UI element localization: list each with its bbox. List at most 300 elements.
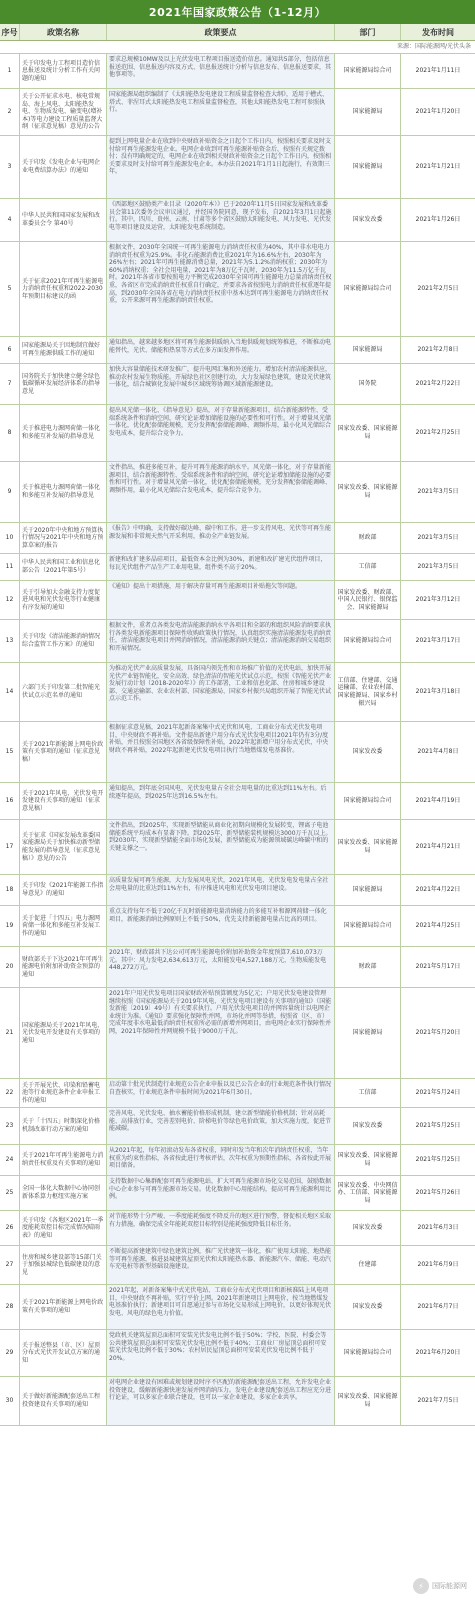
row-index-text: 10 bbox=[5, 534, 14, 542]
row-policy-body-text: 提出风光储一体化、《指导意见》提出，对于存量新能源项目，结合新能源特性、受端系统条件和消纳空间，研究论证增加储能设施的必要性和可行性。对于增量风光储一体化，优化配套储能规模，充分发挥配套储能调峰、调频作用，最小化风光储综合发电成本，提升综合竞争力。 bbox=[109, 407, 332, 437]
row-date-text: 2021年1月20日 bbox=[415, 108, 461, 116]
row-date-text: 2021年4月19日 bbox=[415, 797, 461, 805]
row-date-text: 2021年5月20日 bbox=[415, 1029, 461, 1037]
row-policy-name-text: 关于做好新能源配套送出工程投资建设有关事项的通知 bbox=[22, 1393, 101, 1408]
row-department-text: 国家能源局 bbox=[352, 886, 383, 894]
row-policy-name-text: 关于征求2021年可再生能源电力消纳责任权重和2022-2030年预期目标建议的函 bbox=[22, 277, 104, 300]
row-policy-name-text: 关于引导加大金融支持力度促进风电和光伏发电等行业健康有序发展的通知 bbox=[22, 588, 101, 611]
row-index bbox=[0, 405, 20, 461]
row-policy-name bbox=[20, 554, 107, 580]
row-index bbox=[0, 554, 20, 580]
row-index bbox=[0, 1246, 20, 1284]
table-row bbox=[0, 947, 475, 988]
row-policy-name bbox=[20, 906, 107, 946]
row-department-text: 国家能源局综合司 bbox=[343, 922, 392, 930]
row-policy-body-text: 通知指出，越来越多地区将可再生能源供暖纳入当地供暖规划统筹推进，不断推动电能替代，光伏、储能和热泵等方式在多方面发挥作用。 bbox=[109, 339, 332, 354]
row-date-text: 2021年5月24日 bbox=[415, 1089, 461, 1097]
row-policy-name bbox=[20, 462, 107, 522]
row-index-text: 9 bbox=[7, 488, 12, 496]
table-row bbox=[0, 1246, 475, 1285]
row-date-text: 2021年3月18日 bbox=[415, 688, 461, 696]
row-date-text: 2021年6月7日 bbox=[417, 1303, 459, 1311]
row-policy-body bbox=[107, 462, 335, 522]
row-index bbox=[0, 988, 20, 1078]
row-policy-body-text: 重点支持每年不低于20亿千瓦时新能源电量消纳能力的多能互补和源网荷储一体化项目，新能源消纳比例原则上不低于50%，优先支持新能源电量占比高的项目。 bbox=[109, 908, 327, 923]
row-department bbox=[335, 405, 401, 461]
row-date bbox=[401, 242, 475, 336]
row-policy-body-text: 对节能形势十分严峻、一季度能耗强度不降反升的地区进行预警，督促相关地区采取有力措施，确保完成全年能耗双控目标特别是能耗强度降低目标任务。 bbox=[109, 1213, 332, 1228]
row-policy-name-text: 关于印发《清洁能源消纳情况综合监管工作方案》的通知 bbox=[22, 633, 101, 648]
row-index bbox=[0, 54, 20, 88]
row-policy-name-text: 关于印发《2021年能源工作指导意见》的通知 bbox=[22, 882, 104, 897]
row-policy-body bbox=[107, 1246, 335, 1284]
row-policy-body-text: 2021年，财政部共下达公司可再生能源电价附加补助资金年度预算7,610,073万元。其中：风力发电2,634,613万元，太阳能发电4,527,188万元，生物质能发电448,272万元。 bbox=[109, 949, 327, 972]
row-index-text: 29 bbox=[5, 1349, 14, 1357]
row-index bbox=[0, 462, 20, 522]
row-index-text: 20 bbox=[5, 963, 14, 971]
row-policy-body bbox=[107, 663, 335, 721]
row-policy-name-text: 关于推进电力源网荷储一体化和多能互补发展的指导意见 bbox=[22, 425, 101, 440]
row-policy-name-text: 财政部关于下达2021年可再生能源电价附加补助资金预算的通知 bbox=[22, 955, 104, 978]
row-index bbox=[0, 820, 20, 874]
row-department-text: 国家发改委、中央网信办、工信部、国家能源局 bbox=[337, 1181, 398, 1204]
row-date-text: 2021年3月17日 bbox=[415, 637, 461, 645]
row-department-text: 财政部 bbox=[358, 963, 377, 971]
row-department bbox=[335, 364, 401, 404]
row-department-text: 国家发改委、国家能源局 bbox=[337, 1393, 398, 1408]
row-date bbox=[401, 1330, 475, 1376]
row-department bbox=[335, 1176, 401, 1210]
row-policy-body-text: 文件指出，推进多能互补，提升可再生能源消纳水平。风光储一体化，对于存量新能源项目，结合新能源特性、受端系统条件和消纳空间，研究论证增加储能设施的必要性和可行性。对于增量风光储一体化，优化配套储能规模，充分发挥配套储能调峰、调频作用，最小化风光储综合发电成本，提升综合竞争力。 bbox=[109, 464, 332, 494]
row-policy-body bbox=[107, 89, 335, 135]
row-index bbox=[0, 783, 20, 819]
row-department bbox=[335, 1285, 401, 1329]
row-policy-name-text: 关于推进电力源网荷储一体化和多能互补发展的指导意见 bbox=[22, 484, 101, 499]
row-policy-name bbox=[20, 1108, 107, 1144]
row-policy-body-text: 提到上网电量企业在收到中央财政补贴资金之日起个工作日内，按照相关要求及时支付给可再生能源发电企业。电网企业收到可再生能源补贴资金后，按照有关规定拨付；没有明确规定的，电网企业在收到相关财政补贴资金之日起个工作日内，按照相关要求及时支付给可再生能源发电企业。本办法自2021年1月1日起施行，有效期三年。 bbox=[109, 138, 332, 176]
row-index bbox=[0, 1145, 20, 1175]
row-policy-body bbox=[107, 722, 335, 782]
row-policy-body-text: 《通知》提出十项措施，用于解决存量可再生能源项目补贴拖欠等问题。 bbox=[109, 583, 302, 590]
row-index bbox=[0, 947, 20, 987]
logo-icon: ⚡ bbox=[413, 1578, 429, 1594]
row-policy-body bbox=[107, 1145, 335, 1175]
row-index-text: 15 bbox=[5, 748, 14, 756]
table-row bbox=[0, 1377, 475, 1426]
row-index-text: 13 bbox=[5, 637, 14, 645]
row-date bbox=[401, 875, 475, 905]
row-index-text: 2 bbox=[7, 108, 12, 116]
table-row bbox=[0, 1285, 475, 1330]
row-policy-name bbox=[20, 783, 107, 819]
row-date-text: 2021年3月12日 bbox=[415, 596, 461, 604]
table-row bbox=[0, 136, 475, 199]
row-department-text: 国家发改委、国家能源局 bbox=[337, 425, 398, 440]
row-department bbox=[335, 1330, 401, 1376]
table-row bbox=[0, 581, 475, 620]
row-policy-name-text: 关于促进「十四五」电力源网荷储一体化和多能互补发展工作的通知 bbox=[22, 914, 101, 937]
row-date-text: 2021年1月11日 bbox=[415, 67, 461, 75]
row-index bbox=[0, 364, 20, 404]
row-policy-name bbox=[20, 337, 107, 363]
table-row bbox=[0, 1145, 475, 1176]
row-department-text: 国家发改委 bbox=[352, 1224, 383, 1232]
table-title: 2021年国家政策公告（1-12月） bbox=[0, 0, 475, 24]
row-index-text: 5 bbox=[7, 285, 12, 293]
row-department-text: 国家能源局综合司 bbox=[343, 797, 392, 805]
row-department bbox=[335, 89, 401, 135]
row-index-text: 1 bbox=[7, 67, 12, 75]
row-index-text: 25 bbox=[5, 1189, 14, 1197]
row-index-text: 17 bbox=[5, 843, 14, 851]
row-index-text: 16 bbox=[5, 797, 14, 805]
row-policy-name-text: 关于2021年可再生能源电力消纳责任权重及有关事项的通知 bbox=[22, 1152, 104, 1167]
row-policy-name bbox=[20, 364, 107, 404]
row-policy-name bbox=[20, 947, 107, 987]
row-policy-body bbox=[107, 337, 335, 363]
row-policy-body-text: 通知提出，到年底全国风电、光伏发电量占全社会用电量的比重达到11%左右。后续逐年提高，到2025年达到16.5%左右。 bbox=[109, 785, 327, 800]
row-department-text: 国家发改委 bbox=[352, 748, 383, 756]
row-policy-name-text: 关于征求《国家发展改革委国家能源局关于加快推动新型储能发展的指导意见（征求意见稿）》意见的公告 bbox=[22, 831, 101, 862]
row-department-text: 工信部 bbox=[358, 563, 377, 571]
row-policy-body bbox=[107, 1176, 335, 1210]
row-index bbox=[0, 1330, 20, 1376]
row-department-text: 国家能源局 bbox=[352, 163, 383, 171]
row-date bbox=[401, 620, 475, 662]
row-policy-name-text: 关于开展光伏、印染和铅蓄电池等行业规范条件企业申报工作的通知 bbox=[22, 1081, 101, 1104]
row-date bbox=[401, 337, 475, 363]
row-date bbox=[401, 364, 475, 404]
row-policy-name-text: 关于印发《各地区2021年一季度能耗双控目标完成情况晴雨表》的通知 bbox=[22, 1216, 104, 1239]
row-date-text: 2021年4月25日 bbox=[415, 922, 461, 930]
row-policy-body bbox=[107, 364, 335, 404]
row-policy-body-text: 2021年户用光伏发电项目国家财政补贴预算额度为5亿元；户用光伏发电建设管理继续按照《国家能源局关于2019年风电、光伏发电项目建设有关事项的通知》（国能发新能〔2019〕49号）有关要求执行。户用光伏发电项目的并网容量统计以电网企业统计为准。《通知》要求强化保障性并网，市场化并网等举措，按照省（区、市）完成年度非水电最低消纳责任权重所必需的新增并网项目，由电网企业实行保障性并网，2021年保障性并网规模不低于9000万千瓦。 bbox=[109, 990, 332, 1035]
row-policy-body bbox=[107, 620, 335, 662]
row-department bbox=[335, 620, 401, 662]
table-body bbox=[0, 54, 475, 1426]
row-policy-name-text: 中华人民共和国工业和信息化部公告（2021年第5号） bbox=[22, 559, 101, 574]
row-department-text: 国务院 bbox=[358, 380, 377, 388]
row-index-text: 19 bbox=[5, 922, 14, 930]
row-date bbox=[401, 988, 475, 1078]
row-date-text: 2021年1月21日 bbox=[415, 163, 461, 171]
row-index bbox=[0, 242, 20, 336]
table-row bbox=[0, 906, 475, 947]
row-date bbox=[401, 947, 475, 987]
row-date bbox=[401, 523, 475, 553]
row-policy-body bbox=[107, 405, 335, 461]
row-department bbox=[335, 1145, 401, 1175]
row-index-text: 14 bbox=[5, 688, 14, 696]
row-date bbox=[401, 89, 475, 135]
row-policy-name bbox=[20, 663, 107, 721]
row-department bbox=[335, 820, 401, 874]
row-department bbox=[335, 581, 401, 619]
row-index-text: 6 bbox=[7, 346, 12, 354]
row-policy-name-text: 关于印发《发电企业与电网企业电费结算办法》的通知 bbox=[22, 159, 101, 174]
row-index-text: 22 bbox=[5, 1089, 14, 1097]
row-policy-body bbox=[107, 242, 335, 336]
row-department-text: 国家发改委、国家能源局 bbox=[337, 839, 398, 854]
row-policy-name-text: 国家能源局关于2021年风电、光伏发电开发建设有关事项的通知 bbox=[22, 1021, 104, 1044]
row-policy-body-text: 党政机关建筑屋顶总面积可安装光伏发电比例不低于50%；学校、医院、村委会等公共建筑屋顶总面积可安装光伏发电比例不低于40%；工商业厂房屋顶总面积可安装光伏发电比例不低于30%；农村居民屋顶总面积可安装光伏发电比例不低于20%。 bbox=[109, 1332, 327, 1362]
row-policy-name bbox=[20, 89, 107, 135]
row-department-text: 国家发改委、财政部、中国人民银行、银保监会、国家能源局 bbox=[337, 588, 398, 611]
row-index-text: 18 bbox=[5, 886, 14, 894]
row-policy-body bbox=[107, 988, 335, 1078]
row-policy-name bbox=[20, 1285, 107, 1329]
table-row bbox=[0, 783, 475, 820]
row-index-text: 26 bbox=[5, 1224, 14, 1232]
row-date bbox=[401, 1246, 475, 1284]
row-department-text: 国家发改委 bbox=[352, 216, 383, 224]
row-policy-body bbox=[107, 54, 335, 88]
row-policy-name bbox=[20, 1211, 107, 1245]
row-date-text: 2021年4月21日 bbox=[415, 843, 461, 851]
row-index bbox=[0, 620, 20, 662]
row-policy-name bbox=[20, 581, 107, 619]
header-date: 发布时间 bbox=[422, 27, 454, 37]
row-date-text: 2021年5月26日 bbox=[415, 1189, 461, 1197]
row-date-text: 2021年5月25日 bbox=[415, 1156, 461, 1164]
row-index-text: 3 bbox=[7, 163, 12, 171]
row-date-text: 2021年2月25日 bbox=[415, 429, 461, 437]
row-department bbox=[335, 947, 401, 987]
row-policy-name bbox=[20, 405, 107, 461]
table-row bbox=[0, 405, 475, 462]
row-department-text: 工信部 bbox=[358, 1089, 377, 1097]
row-department bbox=[335, 1211, 401, 1245]
row-policy-body-text: 完善风电、光伏发电、抽水蓄能价格形成机制，建立新型储能价格机制；针对高耗能、高排放行业，完善差别电价、阶梯电价等绿色电价政策，加大实施力度，促进节能减碳。 bbox=[109, 1110, 332, 1133]
row-policy-name-text: 关于印发电力工程项目造价信息报送及统计分析工作有关问题的通知 bbox=[22, 59, 101, 82]
row-index bbox=[0, 523, 20, 553]
row-policy-body bbox=[107, 136, 335, 198]
table-row bbox=[0, 820, 475, 875]
row-department bbox=[335, 875, 401, 905]
row-policy-body-text: 支持数据中心集群配套可再生能源电站，扩大可再生能源市场化交易范围，鼓励数据中心企业参与可再生能源市场交易。优化数据中心用能结构，提高可再生能源利用比例。 bbox=[109, 1178, 332, 1201]
row-policy-body-text: 新建和改扩建多晶硅项目，最低资本金比例为30%，新建和改扩建光伏组件项目，每瓦光伏组件产品生产工业用电量，组件类不高于20%。 bbox=[109, 556, 327, 571]
row-policy-name bbox=[20, 1145, 107, 1175]
row-policy-body bbox=[107, 1211, 335, 1245]
table-row bbox=[0, 364, 475, 405]
table-row bbox=[0, 54, 475, 89]
row-index bbox=[0, 1377, 20, 1425]
row-department-text: 国家发改委 bbox=[352, 1303, 383, 1311]
row-policy-body bbox=[107, 1377, 335, 1425]
row-department bbox=[335, 54, 401, 88]
row-department-text: 住建部 bbox=[358, 1261, 377, 1269]
row-policy-body-text: 为推动光伏产业高质量发展，具备国内领先性和市场推广价值的光伏电站，加快开展光伏产业链智能化，安全高效、绿色清洁的智能光伏试点示范，按照《智能光伏产业发展行动计划（2018-2020年）》的工作部署，工业和信息化部、住房和城乡建设部、交通运输部、农业农村部、国家能源局、国家乡村振兴局组织开展了智能光伏试点示范工作。 bbox=[109, 665, 332, 703]
row-index bbox=[0, 906, 20, 946]
row-policy-name-text: 关于2021年新能源上网电价政策有关事项的通知（征求意见稿） bbox=[22, 740, 104, 763]
table-row bbox=[0, 462, 475, 523]
row-department bbox=[335, 988, 401, 1078]
row-date bbox=[401, 722, 475, 782]
row-department bbox=[335, 337, 401, 363]
row-date-text: 2021年4月22日 bbox=[415, 886, 461, 894]
row-index-text: 12 bbox=[5, 596, 14, 604]
table-row bbox=[0, 199, 475, 242]
row-policy-name-text: 关于「十四五」时期深化价格机制改革行动方案的通知 bbox=[22, 1118, 101, 1133]
row-date-text: 2021年1月26日 bbox=[415, 216, 461, 224]
row-index-text: 21 bbox=[5, 1029, 14, 1037]
row-date-text: 2021年6月9日 bbox=[417, 1261, 459, 1269]
row-policy-name bbox=[20, 1246, 107, 1284]
row-policy-body-text: 从2021年起，每年初滚动发布各省权重，同时印发当年和次年消纳责任权重，当年权重为约束性指标，各省按此进行考核评估，次年权重为预期性指标，各省按此开展项目储备。 bbox=[109, 1147, 332, 1170]
row-department bbox=[335, 523, 401, 553]
row-policy-name-text: 关于公开征求水电、核电常规岛、海上风电、太阳能热发电、生物质发电、输变电(增补本)等电力建设工程质量监督大纲（征求意见稿）意见的公告 bbox=[22, 93, 103, 131]
row-date-text: 2021年6月20日 bbox=[415, 1349, 461, 1357]
row-department-text: 国家能源局 bbox=[352, 108, 383, 116]
row-date bbox=[401, 820, 475, 874]
row-index bbox=[0, 89, 20, 135]
row-department bbox=[335, 1377, 401, 1425]
row-date bbox=[401, 1285, 475, 1329]
row-index-text: 7 bbox=[7, 380, 12, 388]
table-row bbox=[0, 89, 475, 136]
row-date bbox=[401, 1176, 475, 1210]
row-date-text: 2021年7月5日 bbox=[417, 1397, 459, 1405]
table-row bbox=[0, 663, 475, 722]
row-policy-body-text: 2021年起，对新备案集中式光伏电站、工商业分布式光伏项目和新核准陆上风电项目，中央财政不再补贴，实行平价上网。2021年新建项目上网电价，按当地燃煤发电基准价执行；新建项目可自愿通过参与市场化交易形成上网电价，以更好体现光伏发电、风电的绿色电力价值。 bbox=[109, 1287, 332, 1317]
row-index-text: 30 bbox=[5, 1397, 14, 1405]
row-policy-name bbox=[20, 1330, 107, 1376]
row-index bbox=[0, 337, 20, 363]
row-department bbox=[335, 1246, 401, 1284]
row-department-text: 国家能源局 bbox=[352, 346, 383, 354]
row-policy-name bbox=[20, 820, 107, 874]
row-date bbox=[401, 405, 475, 461]
row-date bbox=[401, 199, 475, 241]
row-department-text: 国家发改委、国家能源局 bbox=[337, 1152, 398, 1167]
row-policy-body bbox=[107, 947, 335, 987]
row-index bbox=[0, 1079, 20, 1107]
row-policy-body bbox=[107, 554, 335, 580]
row-policy-name-text: 关于2020年中央和地方预算执行情况与2021年中央和地方预算草案的报告 bbox=[22, 526, 104, 549]
table-row bbox=[0, 337, 475, 364]
row-index-text: 8 bbox=[7, 429, 12, 437]
row-policy-name-text: 中华人民共和国国家发展和改革委员会令 第40号 bbox=[22, 212, 101, 227]
row-date bbox=[401, 554, 475, 580]
row-department-text: 财政部 bbox=[358, 534, 377, 542]
row-index-text: 11 bbox=[5, 563, 14, 571]
watermark bbox=[413, 1578, 467, 1594]
table-row bbox=[0, 620, 475, 663]
row-policy-body bbox=[107, 875, 335, 905]
row-policy-name-text: 国务院关于加快建立健全绿色低碳循环发展经济体系的指导意见 bbox=[22, 372, 101, 395]
row-date bbox=[401, 1079, 475, 1107]
row-date bbox=[401, 136, 475, 198]
row-index-text: 24 bbox=[5, 1156, 14, 1164]
row-date-text: 2021年3月5日 bbox=[417, 488, 459, 496]
row-policy-body-text: 国家能源局组织编制了《太阳能热发电建设工程质量监督检查大纲》，适用于槽式、塔式、菲涅耳式太阳能热发电工程质量监督检查，其他太阳能热发电工程可参照执行。 bbox=[109, 91, 329, 114]
row-date bbox=[401, 1108, 475, 1144]
row-department bbox=[335, 663, 401, 721]
row-index-text: 4 bbox=[7, 216, 12, 224]
row-policy-body-text: 对电网企业建设有困难或规划建设时序不匹配的新能源配套送出工程，允许发电企业投资建设，缓解新能源快速发展并网消纳压力。发电企业建设配套送出工程应充分进行论证，可以多家企业联合建设，也可以一家企业建设，多家企业共享。 bbox=[109, 1379, 332, 1402]
row-policy-body bbox=[107, 581, 335, 619]
row-policy-name-text: 全国一体化大数据中心协同创新体系算力枢纽实施方案 bbox=[22, 1185, 101, 1200]
table-header bbox=[0, 24, 475, 41]
row-department-text: 国家能源局综合司 bbox=[343, 1349, 392, 1357]
row-department-text: 国家能源局综合司 bbox=[343, 637, 392, 645]
row-policy-body-text: 根据征求意见稿，2021年起新备案集中式光伏和风电、工商业分布式光伏发电项目，中央财政不再补贴。文件提出新建户用分布式光伏发电项目2021年仍有3分/度补贴，并且按照全国地区各省级保障性补贴，2022年起新增户用分布式光伏，中央财政不再补贴，2022年起新建光伏发电项目执行当地燃煤发电基准价。 bbox=[109, 724, 329, 754]
table-row bbox=[0, 1079, 475, 1108]
row-policy-body bbox=[107, 1079, 335, 1107]
row-policy-name bbox=[20, 54, 107, 88]
row-policy-body bbox=[107, 1330, 335, 1376]
table-row bbox=[0, 988, 475, 1079]
row-date-text: 2021年3月5日 bbox=[417, 534, 459, 542]
table-row bbox=[0, 875, 475, 906]
table-row bbox=[0, 722, 475, 783]
row-policy-name bbox=[20, 523, 107, 553]
row-department-text: 国家发改委、国家能源局 bbox=[337, 484, 398, 499]
row-department bbox=[335, 199, 401, 241]
row-policy-body-text: 不断提高新建建筑中绿色建筑比例，推广光伏建筑一体化，推广使用太阳能、地热能等可再生能源，推进县城建筑屋顶光伏和太阳能热水器、新能源汽车、储能、电动汽车充电桩等新型基础设施建设。 bbox=[109, 1248, 332, 1271]
row-date bbox=[401, 1211, 475, 1245]
row-index bbox=[0, 663, 20, 721]
row-policy-name bbox=[20, 242, 107, 336]
row-policy-name bbox=[20, 199, 107, 241]
table-row bbox=[0, 242, 475, 337]
row-policy-body-text: 加快大容量储能技术研发推广，提升电网汇集和外送能力。增加农村清洁能源供应，推动农村发展生物质能。开展绿色社区创建行动，大力发展绿色建筑，建设光伏建筑一体化，结合城镇化发展中城乡区域统筹协调区域新能源建设。 bbox=[109, 366, 332, 389]
header-index: 序号 bbox=[0, 24, 20, 40]
row-policy-name-text: 关于2021年新能源上网电价政策有关事项的通知 bbox=[22, 1299, 104, 1314]
table-row bbox=[0, 1108, 475, 1145]
row-department bbox=[335, 462, 401, 522]
row-department bbox=[335, 1108, 401, 1144]
row-date bbox=[401, 1145, 475, 1175]
header-name: 政策名称 bbox=[20, 24, 107, 40]
row-policy-body-text: 高质量发展可再生能源，大力发展风电光伏，2021年风电、光伏发电发电量占全社会用电量的比重达到11%左右，有序推进风电和光伏发电项目建设。 bbox=[109, 877, 329, 892]
row-policy-body-text: 启动第十批光伏制造行业规范公告企业申报以及已公告企业的行业规范条件执行情况自查核实，行业规范条件申报时间为2021年6月30日。 bbox=[109, 1081, 332, 1096]
row-policy-name-text: 国家能源局关于因地制宜做好可再生能源供暖工作的通知 bbox=[22, 342, 101, 357]
row-index bbox=[0, 1176, 20, 1210]
row-policy-body bbox=[107, 783, 335, 819]
row-index-text: 28 bbox=[5, 1303, 14, 1311]
row-policy-name bbox=[20, 875, 107, 905]
header-dept: 部门 bbox=[335, 24, 401, 40]
source-note: 来源：国际能源网/光伏头条 bbox=[0, 41, 475, 54]
row-policy-name bbox=[20, 1377, 107, 1425]
row-policy-name-text: 住房和城乡建设部等15部门关于加强县城绿色低碳建设的意见 bbox=[22, 1253, 102, 1276]
row-policy-body bbox=[107, 906, 335, 946]
row-policy-name-text: 关于报送整县（市、区）屋顶分布式光伏开发试点方案的通知 bbox=[22, 1341, 101, 1364]
row-index bbox=[0, 1285, 20, 1329]
row-department-text: 工信部、住建部、交通运输部、农业农村部、国家能源局、国家乡村振兴局 bbox=[337, 676, 398, 707]
row-date-text: 2021年4月8日 bbox=[417, 748, 459, 756]
row-policy-body-text: 《报告》中明确，支持做好碳达峰、碳中和工作。进一步支持风电、光伏等可再生能源发展和非常规天然气开采利用，推动全产业链发展。 bbox=[109, 525, 332, 540]
row-department bbox=[335, 783, 401, 819]
row-policy-body-text: 要求总规模10MW及以上光伏发电工程项目报送造价信息。通知共5部分，包括信息报送范围、信息报送内容及方式、信息报送统计分析与信息发布、信息报送要求，其他事项等。 bbox=[109, 56, 332, 79]
row-policy-name-text: 关于2021年风电、光伏发电开发建设有关事项的通知（征求意见稿） bbox=[22, 789, 104, 812]
row-policy-body-text: 文件指出，到2025年，实现新型储能从商业化初期向规模化发展转变，锂离子电池储能系统平均成本有显著下降。到2025年，新型储能装机规模达3000万千瓦以上。到2030年，实现新型储能全面市场化发展，新型储能成为能源领域碳达峰碳中和的关键支撑之一。 bbox=[109, 822, 332, 852]
row-date bbox=[401, 663, 475, 721]
table-row bbox=[0, 1211, 475, 1246]
row-date-text: 2021年5月17日 bbox=[415, 963, 461, 971]
row-policy-body bbox=[107, 199, 335, 241]
row-policy-body-text: 根据文件，重者点各类发电清洁能源消纳水平各项目和全部的和组织风险消纳要求执行各类发电新能源项目保障性收购政策执行情况，认真组织实施清洁能源发电消纳责任，清洁能源发电项目并网消纳情况，清洁能源消纳关键点；清洁能源消纳交易组织和开展情况。 bbox=[109, 622, 332, 652]
row-department bbox=[335, 906, 401, 946]
row-policy-name bbox=[20, 1176, 107, 1210]
row-date bbox=[401, 54, 475, 88]
watermark-text: 国际能源网 bbox=[432, 1582, 467, 1590]
row-index bbox=[0, 1108, 20, 1144]
row-date bbox=[401, 906, 475, 946]
row-department-text: 国家发改委 bbox=[352, 1122, 383, 1130]
row-department-text: 国家能源局综合司 bbox=[343, 285, 392, 293]
